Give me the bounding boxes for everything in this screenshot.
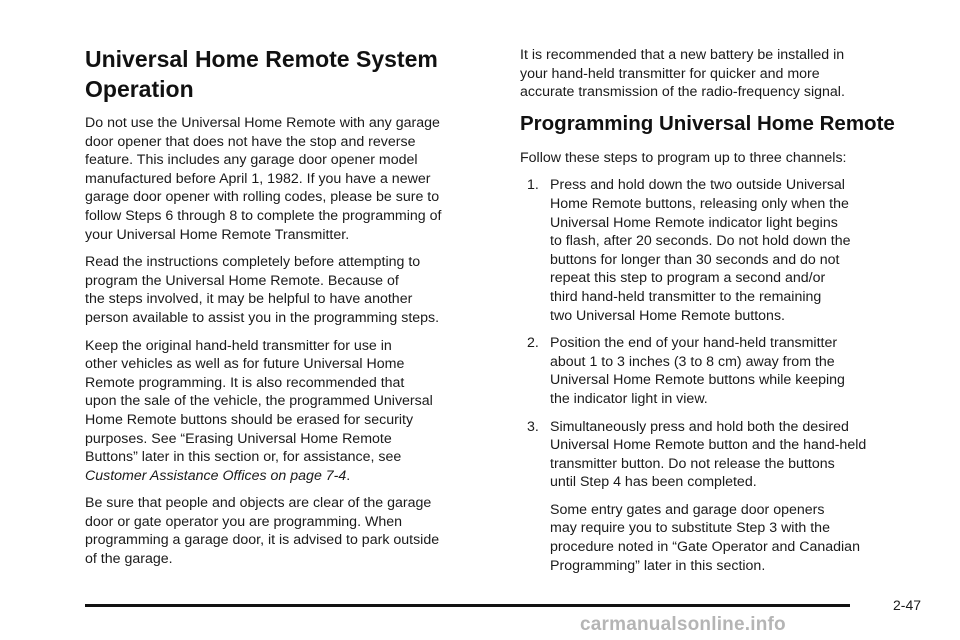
step-text: Simultaneously press and hold both the desired Universal Home Remote button and the hand-held transmitter button. Do not release the buttons until Step 4 has been completed. [550, 418, 867, 491]
paragraph-safety: Be sure that people and objects are clear of the garage door or gate operator you are programming. When programming a garage door, it is advised to park outside of the garage. [85, 495, 440, 568]
paragraph-transmitter [85, 337, 495, 486]
step-item [520, 418, 920, 492]
paragraph-battery: It is recommended that a new battery be installed in your hand-held transmitter for quicker and more accurate transmission of the radio-frequency signal. [520, 47, 845, 101]
step-text: Press and hold down the two outside Universal Home Remote buttons, releasing only when the Universal Home Remote indicator light begins to flash, after 20 seconds. Do not hold down the buttons for longer than 30 seconds and do not repeat this step to program a second and/or third hand-held transmitter to the remaining two Universal Home Remote buttons. [550, 177, 851, 324]
step-note: Some entry gates and garage door openers may require you to substitute Step 3 with the procedure noted in “Gate Operator and Canadian Programming” later in this section. [550, 501, 860, 574]
steps-list [520, 176, 920, 492]
customer-assistance-link[interactable]: Customer Assistance Offices on page 7-4 [85, 467, 347, 484]
step-item [520, 176, 920, 325]
programming-lead: Follow these steps to program up to three channels: [520, 149, 847, 166]
paragraph-transmitter-text: Keep the original hand-held transmitter for use in other vehicles as well as for future Universal Home Remote programming. It is also recommended that upon the sale of the vehicle, the programmed Universal Home Remote buttons should be erased for security purposes. See “Erasing Universal Home Remote Buttons” later in this section or, for assistance, see [85, 337, 433, 466]
right-column [520, 46, 920, 584]
paragraph-instructions: Read the instructions completely before attempting to program the Universal Home Remote. Because of the steps involved, it may be helpful to have another person available to assist you in the programming steps. [85, 254, 440, 326]
step-number: 1. [527, 177, 539, 194]
paragraph-warning: Do not use the Universal Home Remote with any garage door opener that does not have the stop and reverse feature. This includes any garage door opener model manufactured before April 1, 1982. If you have a newer garage door opener with rolling codes, please be sure to follow Steps 6 through 8 to complete the programming of your Universal Home Remote Transmitter. [85, 115, 442, 243]
page-number: 2-47 [893, 597, 922, 613]
step-number: 2. [527, 335, 539, 352]
step-text: Position the end of your hand-held transmitter about 1 to 3 inches (3 to 8 cm) away from the Universal Home Remote buttons while keeping the indicator light in view. [550, 335, 845, 407]
footer-rule [85, 604, 850, 607]
step-number: 3. [527, 418, 539, 435]
programming-heading: Programming Universal Home Remote [520, 111, 895, 135]
paragraph-transmitter-end: . [346, 467, 351, 484]
section-title: Universal Home Remote System Operation [85, 46, 438, 102]
left-column [85, 44, 495, 578]
step-item [520, 334, 920, 408]
watermark-text: carmanualsonline.info [580, 614, 786, 635]
